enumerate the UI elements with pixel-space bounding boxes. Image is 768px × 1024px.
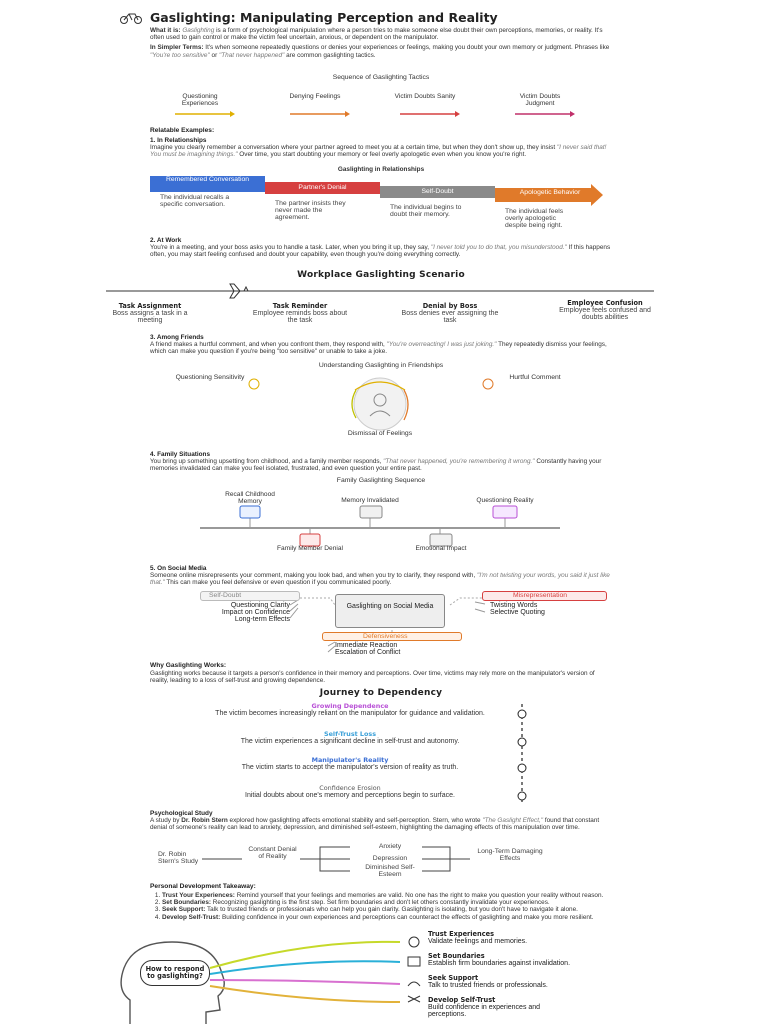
- work-step-desc: Boss assigns a task in a meeting: [112, 310, 188, 324]
- family-node: Family Member Denial: [277, 545, 343, 552]
- social-chart: [130, 590, 640, 662]
- work-step-desc: Employee reminds boss about the task: [252, 310, 348, 324]
- work-text: You're in a meeting, and your boss asks you to handle a task. Later, when you bring it up, they say, "I never told you to do that, you misunderstood." If this happens often, you may start feeling confused and doubt your capability, even though you're doing everything correctly.: [150, 244, 611, 259]
- why-heading: Why Gaslighting Works:: [150, 662, 227, 669]
- response-diagram: [110, 930, 670, 1024]
- friends-node: Dismissal of Feelings: [347, 430, 413, 437]
- why-text: Gaslighting works because it targets a person's confidence in their memory and perceptions. Over time, victims may rely more on the manipulator's version of reality, leading to a loss of self-trust and growing dependence.: [150, 670, 595, 685]
- journey-title: Journey to Dependency: [319, 688, 443, 698]
- study-node: Anxiety: [378, 843, 402, 850]
- family-node: Emotional Impact: [415, 545, 467, 552]
- response-desc: Establish firm boundaries against invalidation.: [428, 960, 571, 967]
- page-title: Gaslighting: Manipulating Perception and Reality: [150, 10, 498, 25]
- work-chart-title: Workplace Gaslighting Scenario: [297, 270, 465, 280]
- journey-track: [510, 702, 534, 806]
- takeaway-item: 1. Trust Your Experiences: Remind yourself that your feelings and memories are valid. No one has the right to make you question your reality without reason.: [162, 892, 612, 899]
- friends-node: Hurtful Comment: [509, 374, 561, 381]
- bicycle-logo-icon: [118, 12, 146, 24]
- intro-what: What it is: Gaslighting is a form of psychological manipulation where a person tries to make someone else doubt their own perceptions, memories, or reality. It's often used to gain control or make the victim feel uncertain, anxious, or dependent on the manipulator.: [150, 27, 603, 42]
- stage-remembered: Remembered Conversation: [150, 176, 265, 192]
- family-node: Recall Childhood Memory: [225, 491, 275, 505]
- relationships-text: Imagine you clearly remember a conversation where your partner agreed to meet you at a certain time, but when they don't show up, they insist "I never said that! You must be imagining things." Over time, you start doubting your memory or feel overly apologetic even when you know you're right.: [150, 144, 607, 159]
- response-desc: Build confidence in experiences and perceptions.: [428, 1004, 541, 1018]
- friends-chart: [150, 372, 612, 444]
- family-text: You bring up something upsetting from childhood, and a family member responds, "That never happened, you're remembering it wrong." Constantly having your memories invalidated can make you feel isolated, frustrated, and even question your entire past.: [150, 458, 602, 473]
- journey-stage-label: Self-Trust Loss: [323, 730, 377, 738]
- friends-heading: 3. Among Friends: [150, 334, 204, 341]
- family-chart-title: Family Gaslighting Sequence: [336, 477, 426, 484]
- work-step-desc: Employee feels confused and doubts abilities: [559, 306, 651, 321]
- journey-chart: [210, 702, 550, 806]
- misrep-item: Selective Quoting: [490, 609, 545, 616]
- study-node: Long-Term Damaging Effects: [477, 848, 543, 862]
- defensive-item: Immediate Reaction: [335, 642, 398, 649]
- stage-desc: The individual recalls a specific conversation.: [160, 194, 230, 208]
- work-chart: [100, 282, 660, 328]
- sequence-arrows: [150, 109, 612, 119]
- work-step-label: Task Reminder: [272, 302, 328, 310]
- friends-text: A friend makes a hurtful comment, and when you confront them, they respond with, "You're overreacting! I was just joking." They repeatedly dismiss your feelings, which can make you question if you're being "too sensitive" or unable to take a joke.: [150, 341, 607, 356]
- friends-ring: [300, 374, 460, 434]
- study-heading: Psychological Study: [150, 810, 213, 817]
- journey-stage-label: Manipulator's Reality: [311, 756, 389, 764]
- stage-self-doubt: Self-Doubt: [380, 186, 495, 198]
- study-text: A study by Dr. Robin Stern explored how gaslighting affects emotional stability and self-perception. Stern, who wrote "The Gaslight Effect," found that constant denial of someone's reality can lead to anxiety, depression, and diminished self-esteem, highlighting the damaging effects of this manipulation over time.: [150, 817, 600, 832]
- journey-stage-desc: The victim becomes increasingly reliant on the manipulator for guidance and validation.: [215, 710, 485, 717]
- friends-node-dot: [482, 378, 494, 390]
- friends-chart-title: Understanding Gaslighting in Friendships: [318, 362, 444, 369]
- work-step-label: Denial by Boss: [422, 302, 478, 310]
- journey-stage-label: Confidence Erosion: [319, 784, 381, 792]
- misrepresentation-box: Misrepresentation: [482, 591, 607, 601]
- response-desc: Talk to trusted friends or professionals.: [428, 982, 548, 989]
- friends-node-dot: [248, 378, 260, 390]
- family-node: Questioning Reality: [476, 497, 534, 504]
- stage-desc: The individual begins to doubt their memory.: [390, 204, 462, 218]
- takeaway-item: 3. Seek Support: Talk to trusted friends or professionals who can help you gain clarity. Gaslighting is isolating, but you don't have to navigate it alone.: [162, 906, 612, 913]
- stage-denial: Partner's Denial: [265, 182, 380, 194]
- sequence-step: Victim Doubts Sanity: [394, 93, 456, 100]
- response-label: Set Boundaries: [428, 952, 485, 960]
- social-text: Someone online misrepresents your comment, making you look bad, and when you try to clarify, they respond with, "I'm not twisting your words, you said it just like that." This can make you feel defensive or even question if you communicated poorly.: [150, 572, 610, 587]
- social-center-box: Gaslighting on Social Media: [335, 594, 445, 628]
- stage-desc: The partner insists they never made the agreement.: [275, 200, 346, 221]
- self-doubt-box: Self-Doubt: [200, 591, 300, 601]
- journey-stage-desc: The victim experiences a significant decline in self-trust and autonomy.: [240, 738, 460, 745]
- takeaway-item: 4. Develop Self-Trust: Building confidence in your own experiences and perceptions can counteract the effects of gaslighting and make you more resilient.: [162, 914, 612, 921]
- work-step-desc: Boss denies ever assigning the task: [401, 310, 499, 324]
- family-node: Memory Invalidated: [341, 497, 399, 504]
- sequence-step: Victim Doubts Judgment: [519, 93, 561, 107]
- relationships-chart-title: Gaslighting in Relationships: [337, 166, 425, 173]
- study-node: Dr. Robin Stern's Study: [158, 851, 199, 865]
- journey-stage-label: Growing Dependence: [311, 702, 389, 710]
- work-heading: 2. At Work: [150, 237, 182, 244]
- social-heading: 5. On Social Media: [150, 565, 207, 572]
- stage-desc: The individual feels overly apologetic despite being right.: [505, 208, 564, 229]
- intro-simple: In Simpler Terms: It's when someone repeatedly questions or denies your experiences or feelings, making you doubt your own memory or judgment. Phrases like "You're too sensitive" or "That never happened" are common gaslighting tactics.: [150, 44, 610, 59]
- takeaway-item: 2. Set Boundaries: Recognizing gaslighting is the first step. Set firm boundaries and don't let others constantly invalidate your experiences.: [162, 899, 612, 906]
- defensive-item: Escalation of Conflict: [335, 649, 401, 656]
- response-label: Develop Self-Trust: [428, 996, 496, 1004]
- relationships-chart: [150, 176, 612, 234]
- study-node: Constant Denial of Reality: [248, 846, 297, 860]
- stage-apologetic: Apologetic Behavior: [519, 189, 581, 196]
- self-doubt-item: Impact on Confidence: [221, 609, 290, 616]
- family-heading: 4. Family Situations: [150, 451, 211, 458]
- self-doubt-item: Questioning Clarity: [230, 602, 290, 609]
- relatable-heading: Relatable Examples:: [150, 127, 215, 134]
- airplane-icon: [222, 282, 250, 300]
- misrep-item: Twisting Words: [490, 602, 538, 609]
- sequence-step: Questioning Experiences: [181, 93, 219, 107]
- self-doubt-item: Long-term Effects: [234, 616, 290, 623]
- friends-node: Questioning Sensitivity: [175, 374, 245, 381]
- study-node: Diminished Self-Esteem: [365, 864, 415, 878]
- journey-stage-desc: Initial doubts about one's memory and perceptions begin to surface.: [245, 792, 455, 799]
- study-flow: [150, 842, 612, 878]
- relationships-heading: 1. In Relationships: [150, 137, 207, 144]
- sequence-title: Sequence of Gaslighting Tactics: [332, 74, 430, 81]
- response-desc: Validate feelings and memories.: [428, 938, 528, 945]
- study-node: Depression: [372, 855, 408, 862]
- sequence-chart: [150, 94, 612, 122]
- family-chart: [150, 492, 612, 560]
- work-step-label: Employee Confusion: [567, 299, 643, 307]
- work-step-label: Task Assignment: [118, 302, 182, 310]
- takeaway-heading: Personal Development Takeaway:: [150, 883, 256, 890]
- work-timeline: [100, 286, 660, 296]
- journey-stage-desc: The victim starts to accept the manipulator's version of reality as truth.: [241, 764, 459, 771]
- defensiveness-box: Defensiveness: [322, 632, 462, 641]
- head-question: How to respond to gaslighting?: [140, 960, 210, 986]
- response-label: Trust Experiences: [428, 930, 495, 938]
- response-label: Seek Support: [428, 974, 479, 982]
- sequence-step: Denying Feelings: [289, 93, 341, 100]
